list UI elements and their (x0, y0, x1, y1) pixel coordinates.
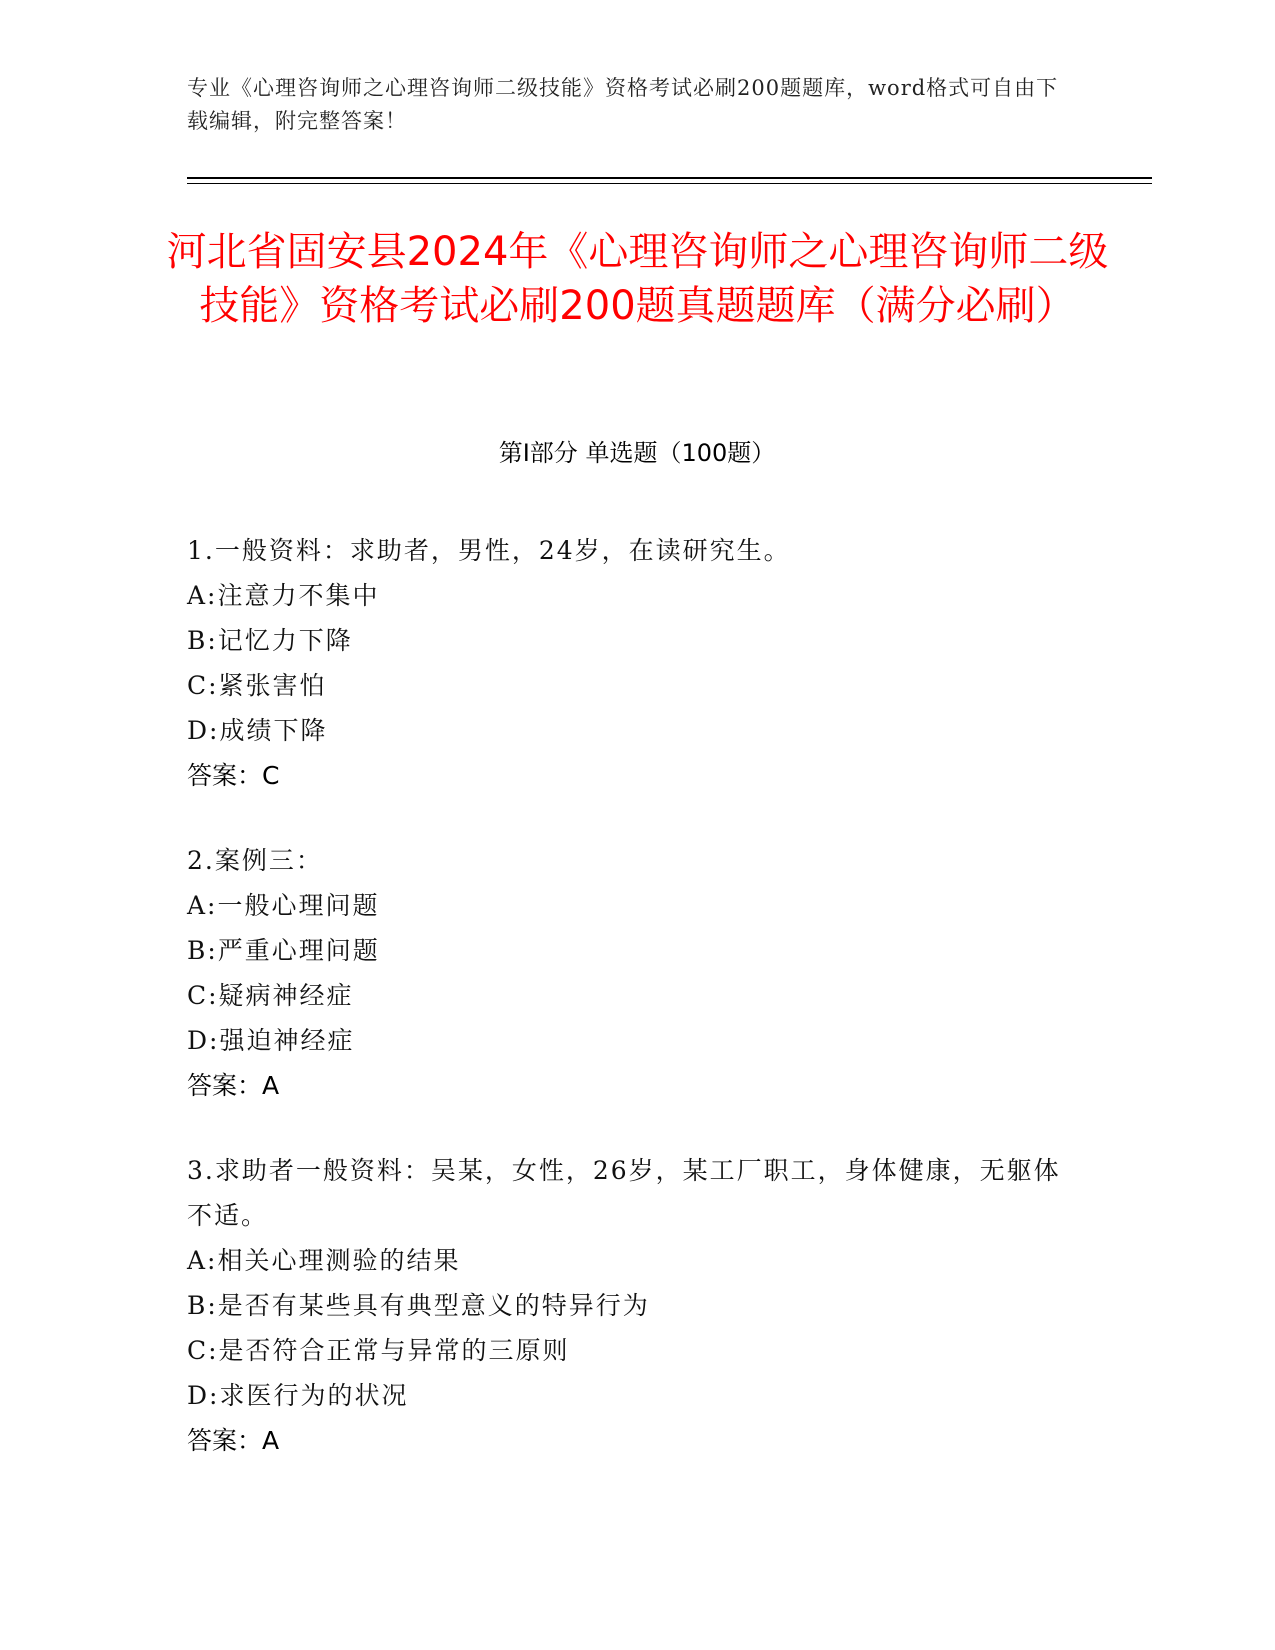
option-c: C:是否符合正常与异常的三原则 (187, 1336, 570, 1365)
option-d: D:求医行为的状况 (187, 1381, 409, 1410)
section-title: 第Ⅰ部分 单选题（100题） (498, 439, 776, 467)
header-rule-thin (187, 183, 1152, 184)
option-a: A:一般心理问题 (187, 891, 380, 920)
question-2 (187, 838, 1067, 1108)
answer-line: 答案：C (187, 761, 280, 790)
header-note: 专业《心理咨询师之心理咨询师二级技能》资格考试必刷200题题库，word格式可自由下载编辑，附完整答案！ (187, 76, 1059, 133)
question-3 (187, 1148, 1067, 1463)
option-b: B:记忆力下降 (187, 626, 353, 655)
option-d: D:强迫神经症 (187, 1026, 355, 1055)
option-b: B:严重心理问题 (187, 936, 380, 965)
option-c: C:紧张害怕 (187, 671, 327, 700)
question-1 (187, 528, 1067, 798)
header-rule-thick (187, 177, 1152, 179)
option-a: A:注意力不集中 (187, 581, 380, 610)
option-d: D:成绩下降 (187, 716, 328, 745)
answer-line: 答案：A (187, 1426, 280, 1455)
document-title: 河北省固安县2024年《心理咨询师之心理咨询师二级技能》资格考试必刷200题真题题库（满分必刷） (166, 229, 1109, 329)
answer-line: 答案：A (187, 1071, 280, 1100)
option-b: B:是否有某些具有典型意义的特异行为 (187, 1291, 650, 1320)
question-list (187, 528, 1067, 1503)
option-a: A:相关心理测验的结果 (187, 1246, 461, 1275)
question-stem: 1.一般资料：求助者，男性，24岁，在读研究生。 (187, 536, 791, 565)
question-stem: 2.案例三： (187, 846, 323, 875)
question-stem: 3.求助者一般资料：吴某，女性，26岁，某工厂职工，身体健康，无躯体不适。 (187, 1156, 1061, 1230)
option-c: C:疑病神经症 (187, 981, 354, 1010)
